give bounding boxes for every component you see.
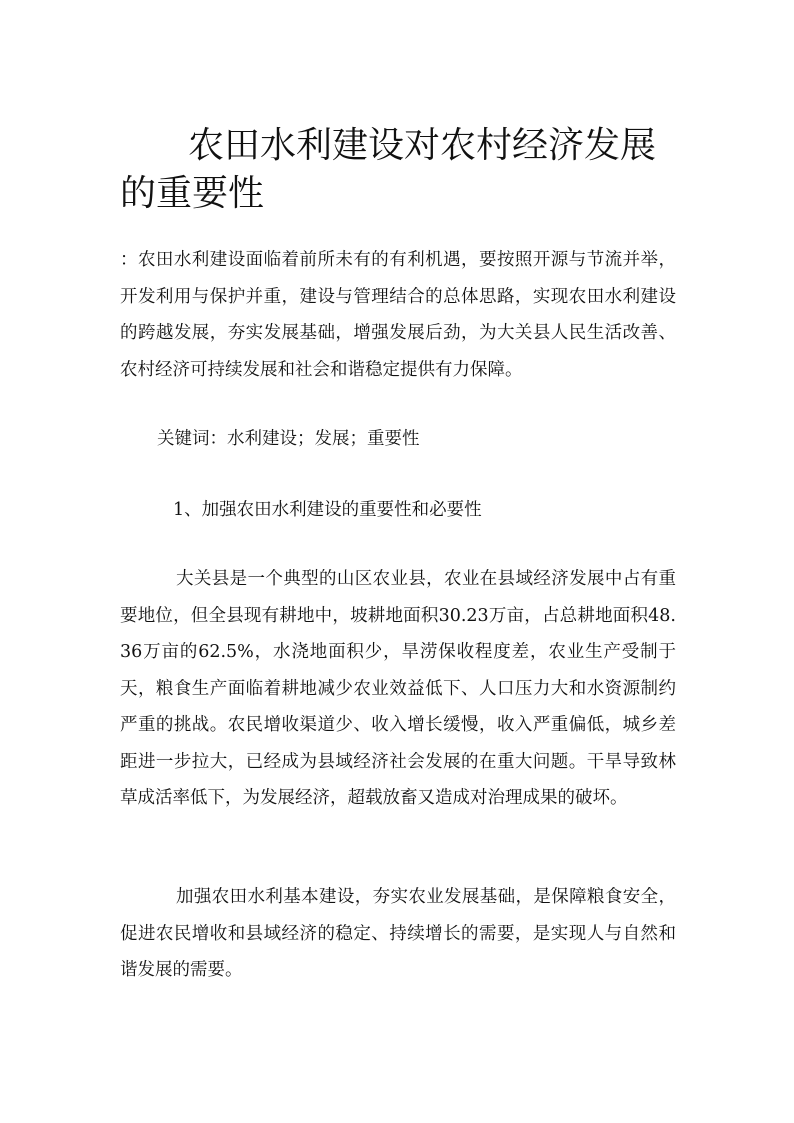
abstract-paragraph: ：农田水利建设面临着前所未有的有利机遇，要按照开源与节流并举，开发利用与保护并重，建设与管理结合的总体思路，实现农田水利建设的跨越发展，夯实发展基础，增强发展后劲，为大关县人民生活改善、农村经济可持续发展和社会和谐稳定提供有力保障。 bbox=[120, 250, 676, 380]
section-heading: 1、加强农田水利建设的重要性和必要性 bbox=[173, 500, 482, 520]
keywords-line: 关键词：水利建设；发展；重要性 bbox=[157, 429, 420, 449]
document-title: 农田水利建设对农村经济发展的重要性 bbox=[120, 125, 657, 214]
body-paragraph: 大关县是一个典型的山区农业县，农业在县域经济发展中占有重要地位，但全县现有耕地中，坡耕地面积30.23万亩，占总耕地面积48.36万亩的62.5%，水浇地面积少，旱涝保收程度差，农业生产受制于天，粮食生产面临着耕地减少农业效益低下、人口压力大和水资源制约严重的挑战。农民增收渠道少、收入增长缓慢，收入严重偏低，城乡差距进一步拉大，已经成为县域经济社会发展的在重大问题。干旱导致林草成活率低下，为发展经济，超载放畜又造成对治理成果的破坏。 bbox=[120, 569, 676, 808]
body-paragraph: 加强农田水利基本建设，夯实农业发展基础，是保障粮食安全，促进农民增收和县域经济的稳定、持续增长的需要，是实现人与自然和谐发展的需要。 bbox=[120, 887, 676, 980]
